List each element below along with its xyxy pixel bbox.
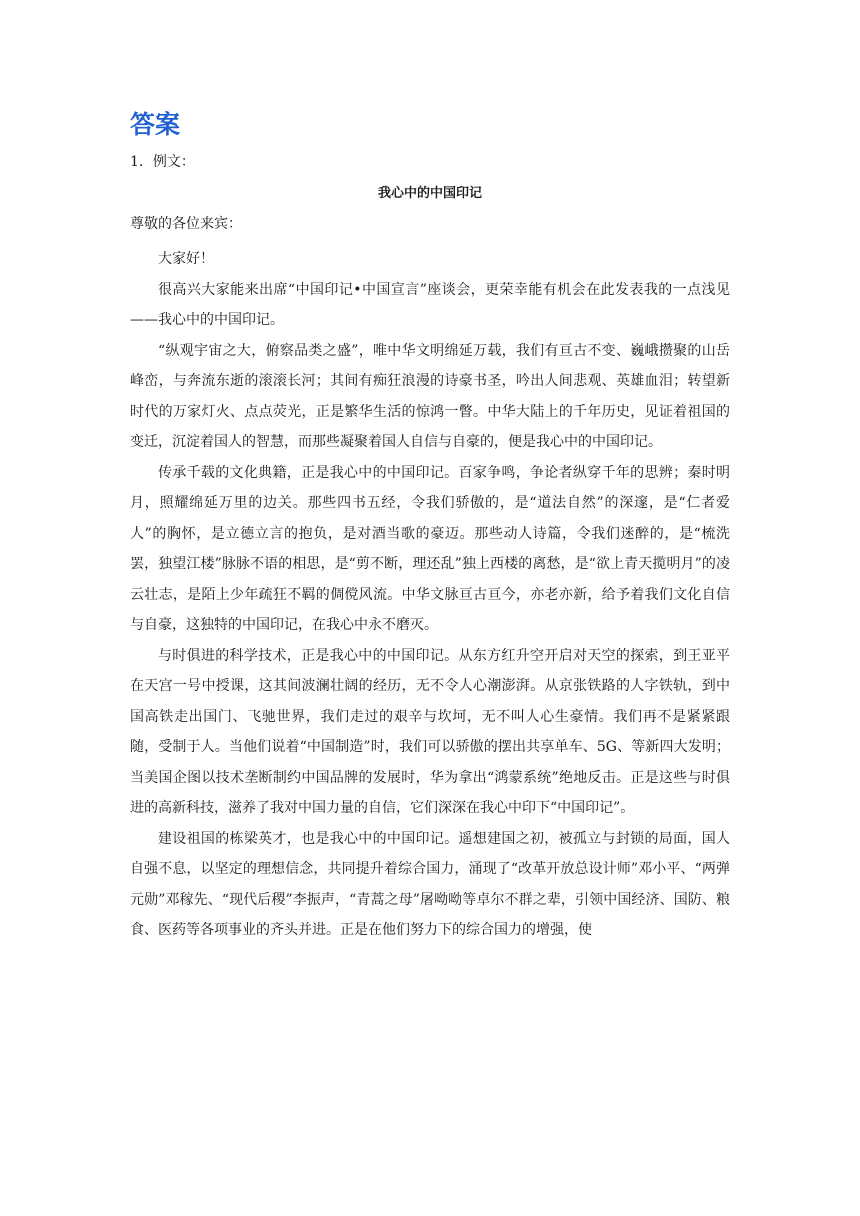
question-number: 1．例文： [130, 154, 195, 170]
answer-heading: 答案 [130, 110, 181, 139]
paragraph-intro: 很高兴大家能来出席“中国印记•中国宣言”座谈会，更荣幸能有机会在此发表我的一点浅见——我心中的中国印记。 [130, 281, 730, 328]
essay-title: 我心中的中国印记 [377, 186, 482, 201]
paragraph-culture: 传承千载的文化典籍，正是我心中的中国印记。百家争鸣，争论者纵穿千年的思辨；秦时明月，照耀绵延万里的边关。那些四书五经，令我们骄傲的，是“道法自然”的深邃，是“仁者爱人”的胸怀，是立德立言的抱负，是对酒当歌的豪迈。那些动人诗篇，令我们迷醉的，是“梳洗罢，独望江楼”脉脉不语的相思，是“剪不断，理还乱”独上西楼的离愁，是“欲上青天揽明月”的凌云壮志，是陌上少年疏狂不羁的倜傥风流。中华文脉亘古亘今，亦老亦新，给予着我们文化自信与自豪，这独特的中国印记，在我心中永不磨灭。 [130, 464, 730, 633]
paragraph-civilization: “纵观宇宙之大，俯察品类之盛”，唯中华文明绵延万载，我们有亘古不变、巍峨攒聚的山岳峰峦，与奔流东逝的滚滚长河；其间有痴狂浪漫的诗豪书圣，吟出人间悲观、英雄血泪；转望新时代的万家灯火、点点荧光，正是繁华生活的惊鸿一瞥。中华大陆上的千年历史，见证着祖国的变迁，沉淀着国人的智慧，而那些凝聚着国人自信与自豪的，便是我心中的中国印记。 [130, 342, 730, 450]
salutation: 尊敬的各位来宾： [130, 216, 242, 232]
paragraph-greeting: 大家好！ [158, 251, 214, 267]
document-body [130, 108, 730, 946]
paragraph-talents: 建设祖国的栋梁英才，也是我心中的中国印记。遥想建国之初，被孤立与封锁的局面，国人自强不息，以坚定的理想信念，共同提升着综合国力，涌现了“改革开放总设计师”邓小平、“两弹元勋”邓稼先、“现代后稷”李振声，“青蒿之母”屠呦呦等卓尔不群之辈，引领中国经济、国防、粮食、医药等各项事业的齐头并进。正是在他们努力下的综合国力的增强，使 [130, 830, 730, 938]
paragraph-technology: 与时俱进的科学技术，正是我心中的中国印记。从东方红升空开启对天空的探索，到王亚平在天宫一号中授课，这其间波澜壮阔的经历，无不令人心潮澎湃。从京张铁路的人字铁轨，到中国高铁走出国门、飞驰世界，我们走过的艰辛与坎坷，无不叫人心生豪情。我们再不是紧紧跟随，受制于人。当他们说着“中国制造”时，我们可以骄傲的摆出共享单车、5G、等新四大发明；当美国企图以技术垄断制约中国品牌的发展时，华为拿出“鸿蒙系统”绝地反击。正是这些与时俱进的高新科技，滋养了我对中国力量的自信，它们深深在我心中印下“中国印记”。 [130, 647, 730, 816]
